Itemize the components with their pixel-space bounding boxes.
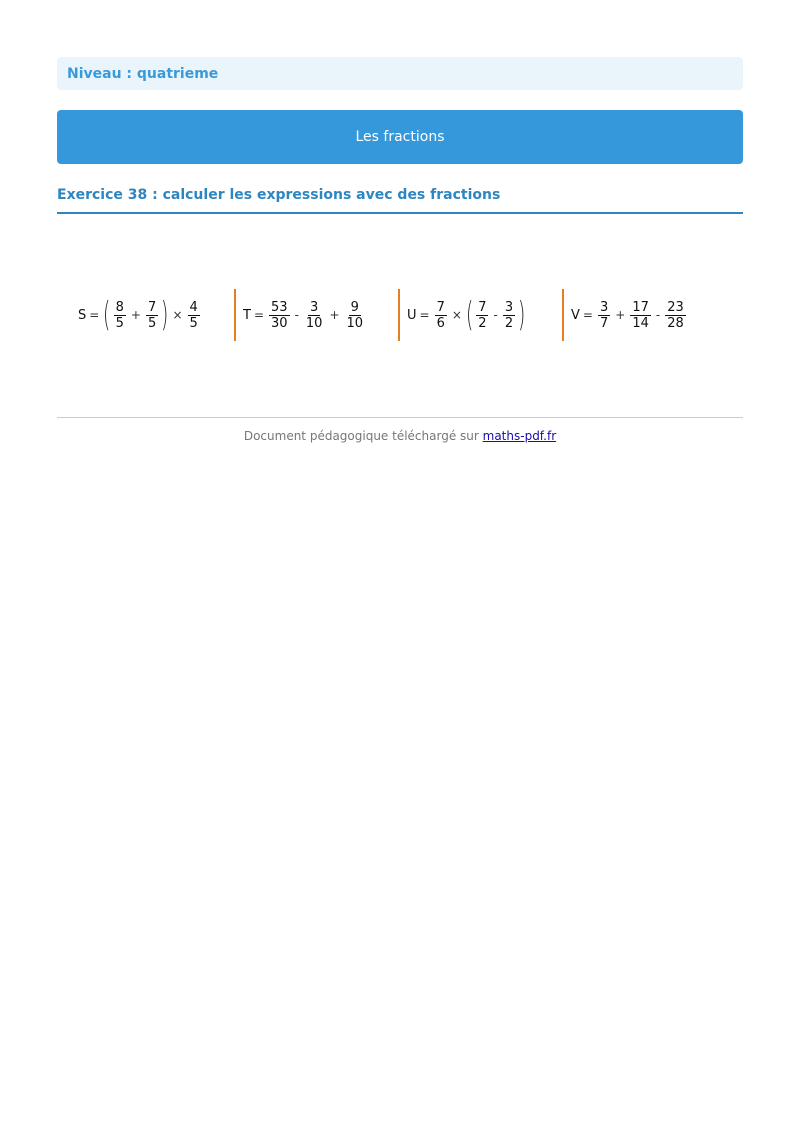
fraction: [665, 300, 686, 331]
fraction: [146, 300, 158, 331]
fraction: [114, 300, 126, 331]
footer: [57, 429, 743, 443]
denominator: 10: [305, 315, 323, 331]
fraction: [345, 300, 366, 331]
fraction: [435, 300, 447, 331]
left-parenthesis: (: [103, 295, 111, 335]
expression-label: V: [571, 307, 580, 323]
numerator: 3: [310, 299, 319, 315]
equals-sign: =: [253, 308, 265, 322]
source-link[interactable]: maths-pdf.fr: [482, 429, 557, 443]
fraction: [476, 300, 488, 331]
expression-v: [562, 289, 688, 341]
numerator: 8: [115, 299, 124, 315]
numerator: 53: [271, 299, 288, 315]
denominator: 10: [346, 315, 364, 331]
title-underline: [57, 212, 743, 214]
numerator: 3: [599, 299, 609, 315]
numerator: 7: [147, 299, 157, 315]
operator: +: [615, 308, 626, 322]
equals-sign: =: [419, 308, 430, 322]
numerator: 23: [667, 299, 684, 315]
operator: -: [294, 308, 299, 322]
numerator: 4: [189, 299, 198, 315]
fraction: [598, 300, 610, 331]
footer-text: Document pédagogique téléchargé sur: [243, 429, 483, 443]
exercise-title: Exercice 38 : calculer les expressions avec des fractions: [57, 187, 501, 203]
expression-s: [78, 289, 202, 341]
denominator: 5: [189, 315, 198, 331]
operator: +: [329, 308, 340, 322]
denominator: 2: [504, 315, 514, 331]
operator: ×: [451, 308, 462, 322]
denominator: 28: [667, 315, 684, 331]
right-parenthesis: ): [161, 295, 169, 335]
expression-label: S: [78, 307, 87, 323]
fraction: [630, 300, 651, 331]
numerator: 7: [436, 299, 445, 315]
fraction: [503, 300, 515, 331]
numerator: 17: [632, 299, 649, 315]
denominator: 6: [436, 315, 445, 331]
left-parenthesis: (: [465, 295, 474, 335]
chapter-title: Les fractions: [355, 129, 445, 145]
fraction: [304, 300, 325, 331]
expression-t: [234, 289, 367, 341]
chapter-banner: [57, 110, 743, 164]
fraction: [269, 300, 290, 331]
operator: -: [655, 308, 661, 322]
footer-divider: [57, 417, 743, 418]
denominator: 30: [271, 315, 288, 331]
denominator: 14: [632, 315, 649, 331]
operator: ×: [172, 308, 183, 322]
numerator: 9: [350, 299, 359, 315]
expression-label: T: [243, 307, 251, 323]
fraction: [188, 300, 200, 331]
level-label: Niveau : quatrieme: [57, 57, 743, 90]
denominator: 5: [147, 315, 157, 331]
numerator: 3: [504, 299, 514, 315]
right-parenthesis: ): [518, 295, 526, 335]
denominator: 7: [599, 315, 609, 331]
expression-label: U: [407, 307, 417, 323]
operator: +: [130, 308, 141, 322]
denominator: 2: [478, 315, 487, 331]
equals-sign: =: [582, 308, 593, 322]
denominator: 5: [115, 315, 124, 331]
expression-u: [398, 289, 526, 341]
equals-sign: =: [89, 308, 100, 322]
operator: -: [493, 308, 498, 322]
numerator: 7: [478, 299, 487, 315]
